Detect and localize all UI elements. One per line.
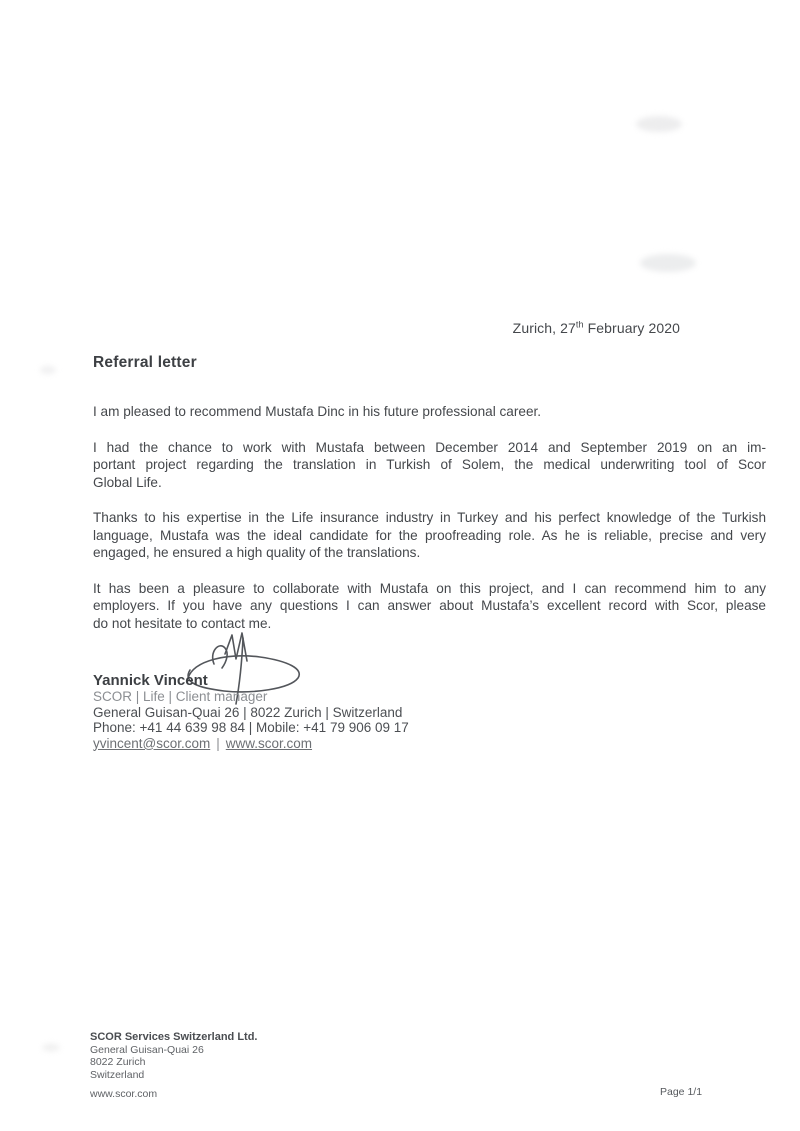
footer-address-line: 8022 Zurich [90,1056,146,1069]
text-line: I had the chance to work with Mustafa between December 2014 and September 2019 on an im- [93,439,766,455]
scan-artifact [640,254,696,272]
text-line: It has been a pleasure to collaborate with Mustafa on this project, and I can recommend him to any [93,580,766,596]
sender-name: Yannick Vincent [93,672,208,689]
text-line: Thanks to his expertise in the Life insurance industry in Turkey and his perfect knowledge of the Turkish [93,510,766,525]
text-line: I am pleased to recommend Mustafa Dinc in his future professional career. [93,404,542,419]
paragraph-3 [93,509,766,562]
sender-address: General Guisan-Quai 26 | 8022 Zurich | Switzerland [93,704,403,720]
text-line: Global Life. [93,474,162,490]
date-prefix: Zurich, 27 [512,320,576,336]
footer-company: SCOR Services Switzerland Ltd. [90,1031,258,1043]
email-link[interactable]: yvincent@scor.com [93,735,211,751]
text-line: do not hesitate to contact me. [93,615,272,631]
letter-date [93,320,680,336]
letter-title: Referral letter [93,354,197,371]
link-separator: | [216,735,220,751]
page-number: Page 1/1 [660,1086,703,1098]
text-line: portant project regarding the translation in Turkish of Solem, the medical underwriting tool of Scor [93,457,766,472]
paragraph-4 [93,580,766,633]
text-line: language, Mustafa was the ideal candidate for the proofreading role. As he is reliable, precise and very [93,527,766,543]
sender-links [93,736,513,752]
letter-body [93,403,766,650]
footer-block [90,1031,258,1081]
text-line: engaged, he ensured a high quality of the translations. [93,545,421,560]
scan-artifact [636,116,682,132]
paragraph-2 [93,439,766,492]
text-line: employers. If you have any questions I can answer about Mustafa’s excellent record with Scor, please [93,598,766,613]
website-link[interactable]: www.scor.com [225,735,313,751]
paragraph-1 [93,403,766,421]
footer-address-line: Switzerland [90,1068,145,1081]
scan-artifact [42,1044,60,1051]
sender-phone: Phone: +41 44 639 98 84 | Mobile: +41 79 906 09 17 [93,720,409,736]
signature-block [93,672,513,751]
sender-role: SCOR | Life | Client manager [93,689,268,704]
date-suffix: February 2020 [583,320,680,336]
footer-website: www.scor.com [90,1088,158,1100]
date-ordinal: th [575,319,584,330]
footer-address-line: General Guisan-Quai 26 [90,1044,204,1056]
scan-artifact [40,366,56,374]
